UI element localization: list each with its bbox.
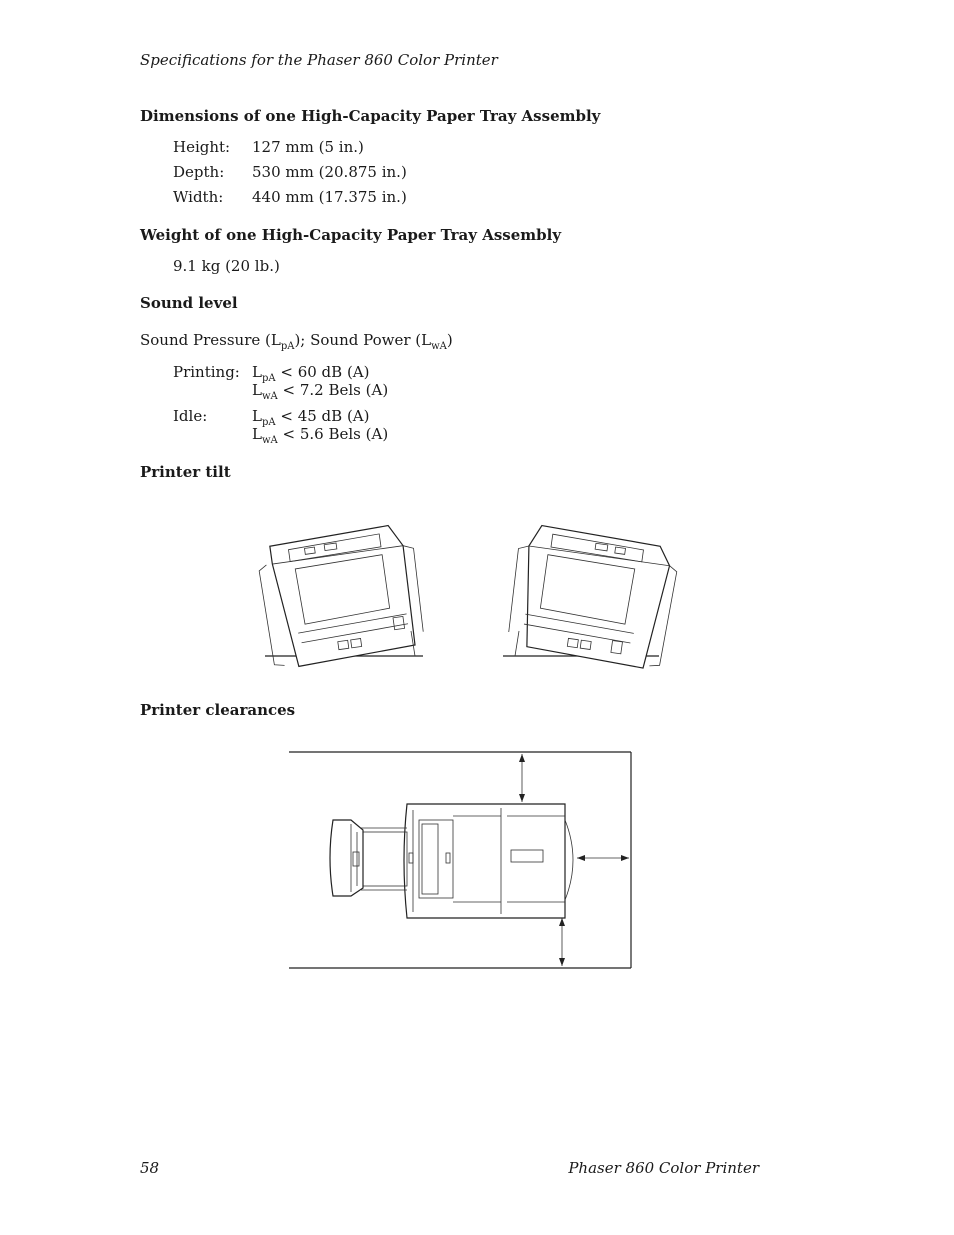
tilt-heading: Printer tilt — [140, 463, 231, 481]
clearances-heading: Printer clearances — [140, 701, 296, 719]
footer-product: Phaser 860 Color Printer — [568, 1159, 759, 1177]
idle-label: Idle: — [173, 407, 208, 425]
tilt-left-illustration — [255, 505, 435, 665]
printing-pressure: $L_{pA} < 60$ dB (A) — [252, 363, 370, 384]
weight-value: 9.1 kg (20 lb.) — [173, 257, 280, 275]
idle-power: $L_{wA} < 5.6$ Bels (A) — [252, 425, 389, 446]
depth-value: 530 mm (20.875 in.) — [252, 163, 407, 181]
printing-label: Printing: — [173, 363, 240, 381]
weight-heading: Weight of one High-Capacity Paper Tray Assembly — [140, 226, 562, 244]
tilt-right-illustration — [495, 505, 675, 665]
width-value: 440 mm (17.375 in.) — [252, 188, 407, 206]
idle-pressure: $L_{pA} < 45$ dB (A) — [252, 407, 370, 428]
sound-heading: Sound level — [140, 294, 238, 312]
height-value: 127 mm (5 in.) — [252, 138, 364, 156]
sound-intro: Sound Pressure $(L_{pA})$; Sound Power $(L_{wA})$ — [140, 331, 453, 352]
clearances-illustration — [289, 750, 635, 972]
dimensions-heading: Dimensions of one High-Capacity Paper Tray Assembly — [140, 107, 601, 125]
depth-label: Depth: — [173, 163, 225, 181]
width-label: Width: — [173, 188, 224, 206]
printing-power: $L_{wA} < 7.2$ Bels (A) — [252, 381, 389, 402]
running-header: Specifications for the Phaser 860 Color Printer — [140, 51, 498, 69]
page-number: 58 — [140, 1159, 160, 1177]
height-label: Height: — [173, 138, 231, 156]
